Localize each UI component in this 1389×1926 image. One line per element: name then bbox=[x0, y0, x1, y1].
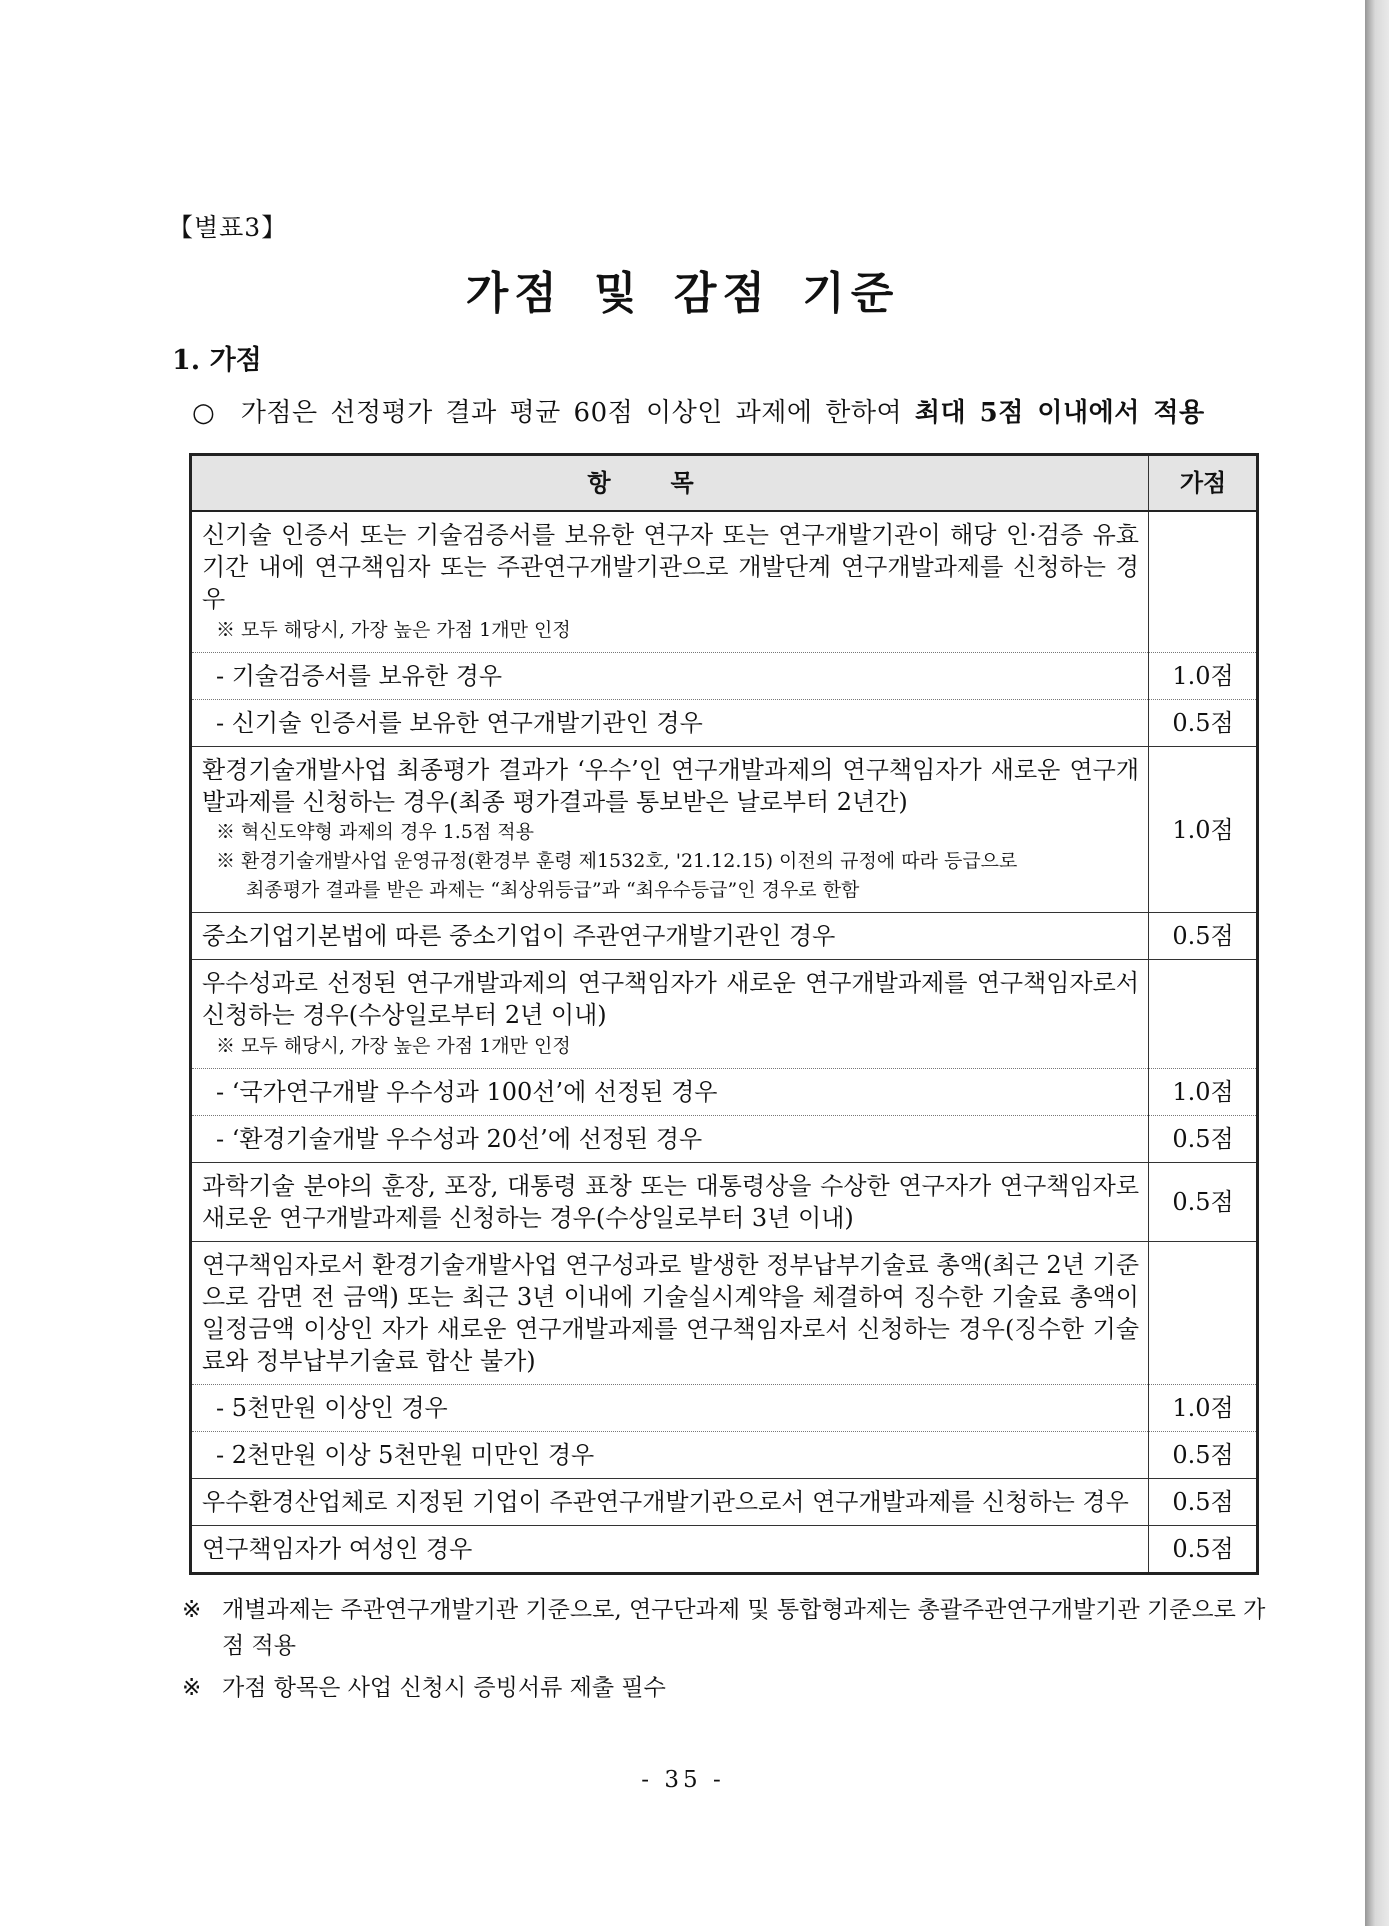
table-row bbox=[191, 1479, 1258, 1526]
criteria-text: 연구책임자가 여성인 경우 bbox=[202, 1535, 473, 1563]
points-cell bbox=[1149, 511, 1258, 653]
points-cell: 0.5점 bbox=[1149, 1116, 1258, 1163]
criteria-note: ※ 모두 해당시, 가장 높은 가점 1개만 인정 bbox=[216, 1035, 571, 1057]
header-points: 가점 bbox=[1149, 455, 1258, 512]
criteria-text: 환경기술개발사업 최종평가 결과가 ‘우수’인 연구개발과제의 연구책임자가 새로운 연구개발과제를 신청하는 경우(최종 평가결과를 통보받은 날로부터 2년간) bbox=[202, 756, 1139, 816]
footnote-mark: ※ bbox=[182, 1597, 202, 1623]
criteria-text: 과학기술 분야의 훈장, 포장, 대통령 표창 또는 대통령상을 수상한 연구자가 연구책임자로 새로운 연구개발과제를 신청하는 경우(수상일로부터 3년 이내) bbox=[202, 1172, 1139, 1232]
criteria-note: ※ 모두 해당시, 가장 높은 가점 1개만 인정 bbox=[216, 619, 571, 641]
points-cell: 0.5점 bbox=[1149, 1163, 1258, 1242]
sub-criteria-text: - ‘국가연구개발 우수성과 100선’에 선정된 경우 bbox=[216, 1078, 718, 1106]
sub-criteria-cell bbox=[191, 653, 1149, 700]
criteria-cell bbox=[191, 511, 1149, 653]
page-edge-shadow bbox=[1366, 0, 1389, 1926]
points-cell: 1.0점 bbox=[1149, 747, 1258, 913]
sub-criteria-cell bbox=[191, 700, 1149, 747]
criteria-note-continued: 최종평가 결과를 받은 과제는 “최상위등급”과 “최우수등급”인 경우로 한함 bbox=[246, 879, 860, 901]
footnote-mark: ※ bbox=[182, 1675, 202, 1701]
table-row bbox=[191, 700, 1258, 747]
points-cell: 0.5점 bbox=[1149, 913, 1258, 960]
table-row bbox=[191, 1163, 1258, 1242]
sub-criteria-text: - 2천만원 이상 5천만원 미만인 경우 bbox=[216, 1441, 595, 1469]
criteria-text: 연구책임자로서 환경기술개발사업 연구성과로 발생한 정부납부기술료 총액(최근 2년 기준으로 감면 전 금액) 또는 최근 3년 이내에 기술실시계약을 체결하여 징수한 기술료 총액이 일정금액 이상인 자가 새로운 연구개발과제를 연구책임자로서 신청하는 경우(징수한 기술료와 정부납부기술료 합산 불가) bbox=[202, 1251, 1139, 1375]
points-cell: 1.0점 bbox=[1149, 1385, 1258, 1432]
table-row bbox=[191, 1432, 1258, 1479]
header-item: 항목 bbox=[191, 455, 1149, 512]
table-row bbox=[191, 747, 1258, 913]
points-cell bbox=[1149, 960, 1258, 1069]
points-cell: 0.5점 bbox=[1149, 1432, 1258, 1479]
points-cell: 1.0점 bbox=[1149, 1069, 1258, 1116]
sub-criteria-text: - 신기술 인증서를 보유한 연구개발기관인 경우 bbox=[216, 709, 703, 737]
sub-criteria-text: - ‘환경기술개발 우수성과 20선’에 선정된 경우 bbox=[216, 1125, 703, 1153]
criteria-cell bbox=[191, 913, 1149, 960]
criteria-cell bbox=[191, 960, 1149, 1069]
annex-label: 【별표3】 bbox=[168, 213, 288, 242]
criteria-text: 신기술 인증서 또는 기술검증서를 보유한 연구자 또는 연구개발기관이 해당 인·검증 유효기간 내에 연구책임자 또는 주관연구개발기관으로 개발단계 연구개발과제를 신청하는 경우 bbox=[202, 521, 1139, 613]
points-cell: 0.5점 bbox=[1149, 700, 1258, 747]
sub-criteria-cell bbox=[191, 1116, 1149, 1163]
criteria-cell bbox=[191, 1242, 1149, 1385]
bullet-emphasis: 최대 5점 이내에서 적용 bbox=[914, 398, 1205, 428]
table-row bbox=[191, 913, 1258, 960]
sub-criteria-text: - 기술검증서를 보유한 경우 bbox=[216, 662, 503, 690]
table-row bbox=[191, 960, 1258, 1069]
sub-criteria-cell bbox=[191, 1432, 1149, 1479]
sub-criteria-text: - 5천만원 이상인 경우 bbox=[216, 1394, 448, 1422]
table-row bbox=[191, 1242, 1258, 1385]
criteria-cell bbox=[191, 747, 1149, 913]
table-row bbox=[191, 1069, 1258, 1116]
footnote bbox=[182, 1670, 1282, 1706]
points-cell bbox=[1149, 1242, 1258, 1385]
criteria-note: ※ 환경기술개발사업 운영규정(환경부 훈령 제1532호, '21.12.15) 이전의 규정에 따라 등급으로 bbox=[216, 850, 1018, 872]
table-row bbox=[191, 1526, 1258, 1574]
criteria-text: 우수성과로 선정된 연구개발과제의 연구책임자가 새로운 연구개발과제를 연구책임자로서 신청하는 경우(수상일로부터 2년 이내) bbox=[202, 969, 1139, 1029]
points-cell: 1.0점 bbox=[1149, 653, 1258, 700]
table-header-row bbox=[191, 455, 1258, 512]
criteria-text: 우수환경산업체로 지정된 기업이 주관연구개발기관으로서 연구개발과제를 신청하는 경우 bbox=[202, 1488, 1129, 1516]
criteria-cell bbox=[191, 1526, 1149, 1574]
footnote-text: 개별과제는 주관연구개발기관 기준으로, 연구단과제 및 통합형과제는 총괄주관연구개발기관 기준으로 가점 적용 bbox=[222, 1597, 1266, 1659]
criteria-note: ※ 혁신도약형 과제의 경우 1.5점 적용 bbox=[216, 821, 535, 843]
points-cell: 0.5점 bbox=[1149, 1479, 1258, 1526]
criteria-bullet bbox=[192, 392, 1205, 429]
footnote bbox=[182, 1592, 1282, 1664]
criteria-text: 중소기업기본법에 따른 중소기업이 주관연구개발기관인 경우 bbox=[202, 922, 836, 950]
table-row bbox=[191, 511, 1258, 653]
sub-criteria-cell bbox=[191, 1385, 1149, 1432]
table-row bbox=[191, 653, 1258, 700]
criteria-cell bbox=[191, 1163, 1149, 1242]
bonus-criteria-table bbox=[189, 453, 1259, 1575]
sub-criteria-cell bbox=[191, 1069, 1149, 1116]
points-cell: 0.5점 bbox=[1149, 1526, 1258, 1574]
bullet-marker: ○ bbox=[192, 398, 216, 428]
table-row bbox=[191, 1385, 1258, 1432]
footnote-text: 가점 항목은 사업 신청시 증빙서류 제출 필수 bbox=[222, 1675, 666, 1701]
page-number: - 35 - bbox=[641, 1767, 725, 1793]
section-heading: 1. 가점 bbox=[172, 345, 262, 376]
bullet-text: 가점은 선정평가 결과 평균 60점 이상인 과제에 한하여 bbox=[240, 398, 915, 428]
criteria-cell bbox=[191, 1479, 1149, 1526]
table-row bbox=[191, 1116, 1258, 1163]
page-title: 가점 및 감점 기준 bbox=[465, 268, 900, 319]
